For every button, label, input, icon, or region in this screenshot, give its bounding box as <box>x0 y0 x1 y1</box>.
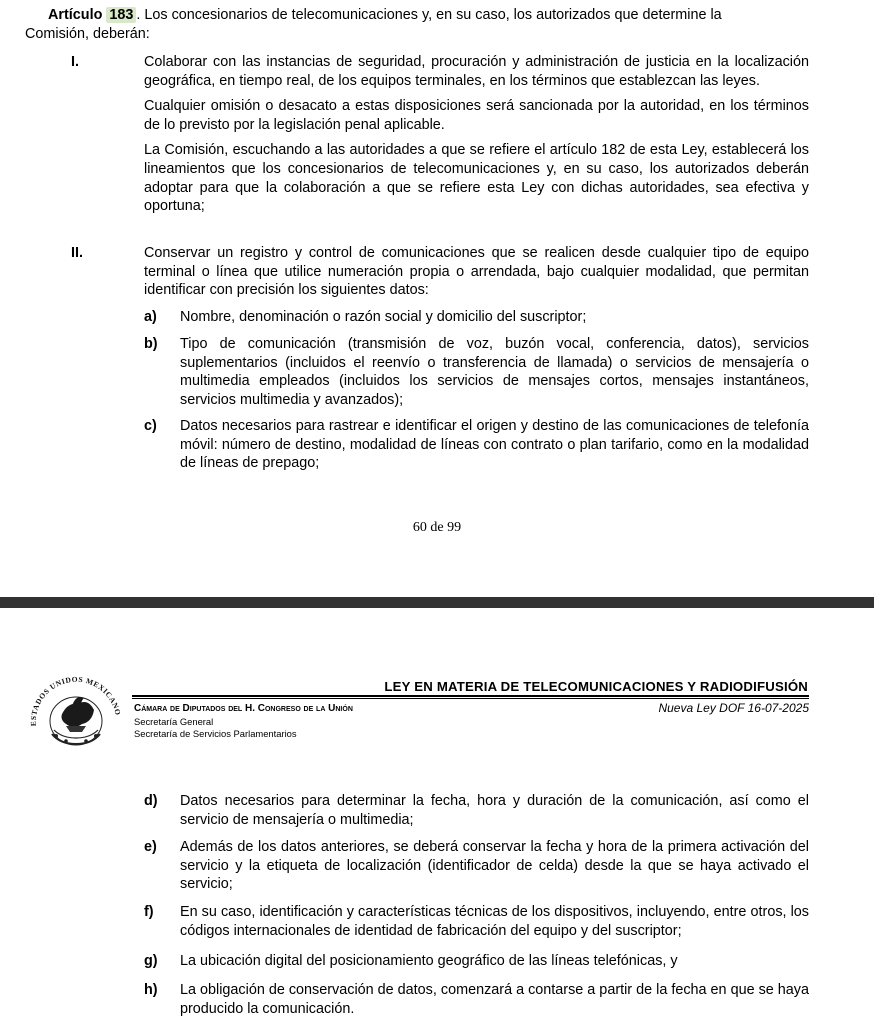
inciso-text: Tipo de comunicación (transmisión de voz, buzón vocal, conferencia, datos), servicios suplementarios (incluidos el reenvío o transferencia de llamada) o servicios de mensajería o multimedia empleados (incluidos los servicios de mensajes cortos, mensajes instantáneos, servicios multimedia y avanzados); <box>180 336 809 408</box>
eagle-seal-icon <box>22 664 128 760</box>
law-title: LEY EN MATERIA DE TELECOMUNICACIONES Y RADIODIFUSIÓN <box>384 679 808 694</box>
page-number: 60 de 99 <box>412 520 462 535</box>
inciso-text: La obligación de conservación de datos, comenzará a contarse a partir de la fecha en que se haya producido la comunicación. <box>180 982 809 1017</box>
inciso-letter: e) <box>144 839 157 855</box>
article-intro-text: . Los concesionarios de telecomunicaciones y, en su caso, los autorizados que determine la <box>136 7 722 23</box>
chamber-name: Cámara de Diputados del H. Congreso de la Unión <box>134 703 353 714</box>
article-number: 183 <box>106 7 136 23</box>
fraction-ii-body <box>144 244 809 300</box>
inciso-letter: b) <box>144 336 158 352</box>
header-rule-thin <box>132 698 809 699</box>
secretariat-general: Secretaría General <box>134 716 214 727</box>
fraction-i-numeral: I. <box>71 54 79 70</box>
inciso-text: En su caso, identificación y características técnicas de los dispositivos, incluyendo, entre otros, los códigos internacionales de identidad de fabricación del equipo y del suscriptor; <box>180 904 809 939</box>
inciso-text: La ubicación digital del posicionamiento geográfico de las líneas telefónicas, y <box>180 953 678 969</box>
publication-date: Nueva Ley DOF 16-07-2025 <box>658 701 809 715</box>
secretariat-parliamentary-services: Secretaría de Servicios Parlamentarios <box>134 728 297 739</box>
fraction-i-body <box>144 53 809 216</box>
inciso-letter: c) <box>144 418 157 434</box>
inciso-letter: g) <box>144 953 158 969</box>
inciso-text: Datos necesarios para rastrear e identificar el origen y destino de las comunicaciones de telefonía móvil: número de destino, modalidad de líneas con contrato o plan tarifario, como en la modalidad de líneas de prepago; <box>180 418 809 472</box>
fraction-ii-numeral: II. <box>71 245 83 261</box>
inciso-text: Datos necesarios para determinar la fecha, hora y duración de la comunicación, así como el servicio de mensajería o multimedia; <box>180 793 809 828</box>
article-intro-line-1 <box>25 6 809 25</box>
mexican-coat-of-arms-seal <box>22 664 128 760</box>
fraction-i-paragraph: Colaborar con las instancias de seguridad, procuración y administración de justicia en la localización geográfica, en tiempo real, de los equipos terminales, en los términos que establezcan las leyes. <box>144 54 809 89</box>
page-divider <box>0 597 874 608</box>
header-rule <box>132 695 809 697</box>
inciso-letter: a) <box>144 309 157 325</box>
fraction-ii-paragraph: Conservar un registro y control de comunicaciones que se realicen desde cualquier tipo de equipo terminal o línea que utilice numeración propia o arrendada, bajo cualquier modalidad, que permitan identificar con precisión los siguientes datos: <box>144 245 809 299</box>
inciso-letter: d) <box>144 793 158 809</box>
fraction-i-paragraph: La Comisión, escuchando a las autoridades a que se refiere el artículo 182 de esta Ley, establecerá los lineamientos que los concesionarios de telecomunicaciones y, en su caso, los autorizados deberán adoptar para que la colaboración a que se refiere esta Ley con dichas autoridades, sea efectiva y oportuna; <box>144 142 809 215</box>
inciso-letter: h) <box>144 982 158 998</box>
fraction-i-paragraph: Cualquier omisión o desacato a estas disposiciones será sancionada por la autoridad, en los términos de lo previsto por la legislación penal aplicable. <box>144 98 809 133</box>
article-label: Artículo <box>48 7 103 23</box>
inciso-letter: f) <box>144 904 154 920</box>
article-intro <box>25 6 809 43</box>
inciso-text: Nombre, denominación o razón social y domicilio del suscriptor; <box>180 309 587 325</box>
article-intro-line-2: Comisión, deberán: <box>25 25 150 42</box>
inciso-text: Además de los datos anteriores, se deberá conservar la fecha y hora de la primera activación del servicio y la etiqueta de localización (identificador de celda) desde la que se haya activado el servicio; <box>180 839 809 893</box>
seal-arc-text: ESTADOS UNIDOS MEXICANO <box>28 674 123 727</box>
